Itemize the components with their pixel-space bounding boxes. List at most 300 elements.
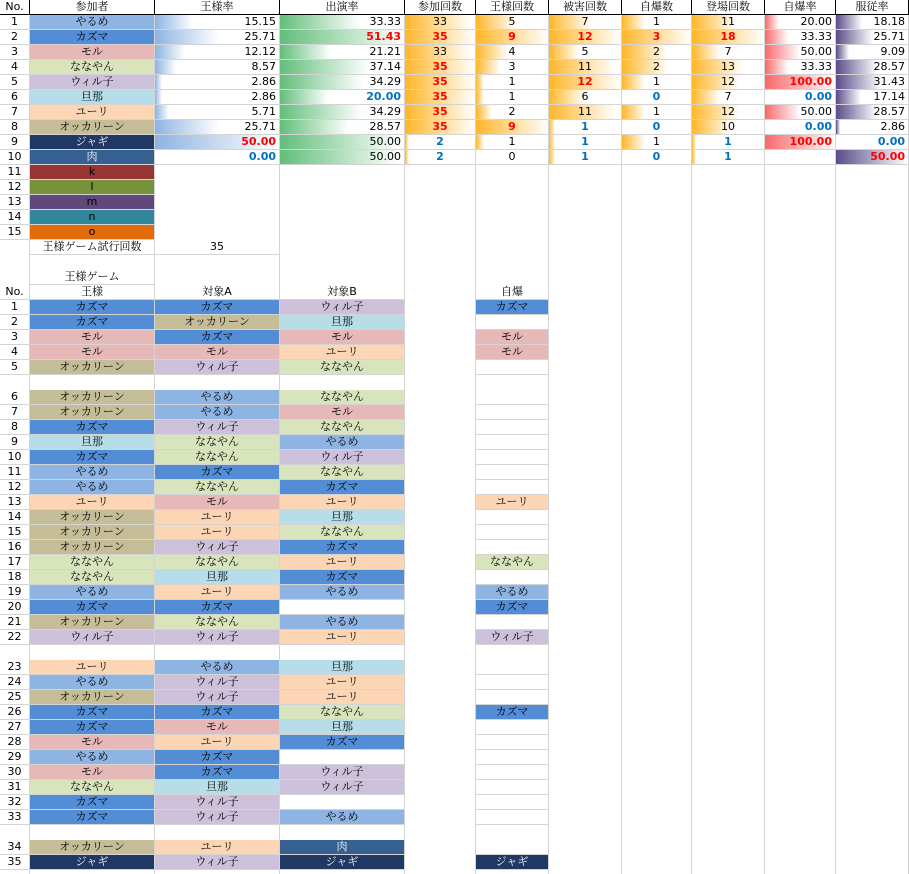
row-number[interactable]: 12 bbox=[0, 180, 30, 195]
round-king[interactable]: モル bbox=[30, 765, 155, 780]
round-king[interactable]: やるめ bbox=[30, 675, 155, 690]
self-destruct-count[interactable]: 1 bbox=[622, 135, 692, 150]
self-destruct-rate[interactable]: 0.00 bbox=[765, 120, 836, 135]
row-number[interactable]: 14 bbox=[0, 210, 30, 225]
appearance-rate[interactable]: 34.29 bbox=[280, 105, 405, 120]
column-header[interactable]: 王様率 bbox=[155, 0, 280, 15]
appearance-rate[interactable]: 28.57 bbox=[280, 120, 405, 135]
round-self-destruct[interactable] bbox=[476, 810, 549, 825]
obedience-rate[interactable]: 28.57 bbox=[836, 105, 909, 120]
round-self-destruct[interactable] bbox=[476, 675, 549, 690]
round-target-b[interactable]: やるめ bbox=[280, 435, 405, 450]
round-self-destruct[interactable]: やるめ bbox=[476, 585, 549, 600]
self-destruct-count[interactable]: 2 bbox=[622, 45, 692, 60]
self-destruct-count[interactable]: 2 bbox=[622, 60, 692, 75]
victim-count[interactable]: 7 bbox=[549, 15, 622, 30]
round-self-destruct[interactable] bbox=[476, 435, 549, 450]
appearance-count[interactable]: 1 bbox=[692, 150, 765, 165]
obedience-rate[interactable]: 50.00 bbox=[836, 150, 909, 165]
participant-name[interactable]: オッカリーン bbox=[30, 120, 155, 135]
round-target-a[interactable]: ユーリ bbox=[155, 585, 280, 600]
round-king[interactable]: オッカリーン bbox=[30, 540, 155, 555]
victim-count[interactable]: 5 bbox=[549, 45, 622, 60]
self-destruct-rate[interactable]: 33.33 bbox=[765, 60, 836, 75]
round-target-b[interactable]: カズマ bbox=[280, 540, 405, 555]
round-king[interactable]: オッカリーン bbox=[30, 840, 155, 855]
round-self-destruct[interactable] bbox=[476, 840, 549, 855]
join-count[interactable]: 35 bbox=[405, 120, 476, 135]
column-header[interactable]: 王様回数 bbox=[476, 0, 549, 15]
round-self-destruct[interactable]: カズマ bbox=[476, 705, 549, 720]
round-self-destruct[interactable] bbox=[476, 480, 549, 495]
self-destruct-rate[interactable]: 50.00 bbox=[765, 105, 836, 120]
round-king[interactable]: オッカリーン bbox=[30, 690, 155, 705]
game-header-self-destruct[interactable]: 自爆 bbox=[476, 285, 549, 300]
round-self-destruct[interactable] bbox=[476, 390, 549, 405]
self-destruct-rate[interactable]: 100.00 bbox=[765, 135, 836, 150]
round-king[interactable]: ななやん bbox=[30, 555, 155, 570]
round-self-destruct[interactable] bbox=[476, 570, 549, 585]
round-self-destruct[interactable] bbox=[476, 780, 549, 795]
round-target-a[interactable]: やるめ bbox=[155, 390, 280, 405]
round-target-b[interactable]: 旦那 bbox=[280, 660, 405, 675]
round-target-a[interactable]: モル bbox=[155, 495, 280, 510]
participant-placeholder[interactable]: o bbox=[30, 225, 155, 240]
round-target-b[interactable] bbox=[280, 795, 405, 810]
round-target-a[interactable]: ななやん bbox=[155, 555, 280, 570]
round-target-a[interactable]: ウィル子 bbox=[155, 855, 280, 870]
row-number[interactable]: 7 bbox=[0, 105, 30, 120]
round-number[interactable]: 29 bbox=[0, 750, 30, 765]
round-number[interactable]: 2 bbox=[0, 315, 30, 330]
king-rate[interactable]: 8.57 bbox=[155, 60, 280, 75]
column-header[interactable]: 自爆率 bbox=[765, 0, 836, 15]
king-count[interactable]: 5 bbox=[476, 15, 549, 30]
participant-name[interactable]: 旦那 bbox=[30, 90, 155, 105]
round-king[interactable]: ジャギ bbox=[30, 855, 155, 870]
appearance-count[interactable]: 11 bbox=[692, 15, 765, 30]
round-number[interactable]: 20 bbox=[0, 600, 30, 615]
appearance-rate[interactable]: 50.00 bbox=[280, 135, 405, 150]
round-number[interactable]: 34 bbox=[0, 840, 30, 855]
round-king[interactable]: モル bbox=[30, 345, 155, 360]
round-king[interactable]: カズマ bbox=[30, 600, 155, 615]
round-target-b[interactable]: モル bbox=[280, 405, 405, 420]
round-self-destruct[interactable] bbox=[476, 660, 549, 675]
round-target-b[interactable]: ななやん bbox=[280, 525, 405, 540]
victim-count[interactable]: 11 bbox=[549, 60, 622, 75]
round-target-a[interactable]: ななやん bbox=[155, 480, 280, 495]
round-number[interactable]: 23 bbox=[0, 660, 30, 675]
round-target-a[interactable]: やるめ bbox=[155, 405, 280, 420]
round-number[interactable]: 12 bbox=[0, 480, 30, 495]
round-king[interactable]: カズマ bbox=[30, 315, 155, 330]
obedience-rate[interactable]: 17.14 bbox=[836, 90, 909, 105]
self-destruct-count[interactable]: 3 bbox=[622, 30, 692, 45]
round-target-b[interactable]: ななやん bbox=[280, 705, 405, 720]
victim-count[interactable]: 1 bbox=[549, 120, 622, 135]
self-destruct-count[interactable]: 0 bbox=[622, 120, 692, 135]
round-target-a[interactable]: やるめ bbox=[155, 660, 280, 675]
round-king[interactable]: やるめ bbox=[30, 465, 155, 480]
obedience-rate[interactable]: 31.43 bbox=[836, 75, 909, 90]
king-count[interactable]: 1 bbox=[476, 75, 549, 90]
round-target-b[interactable] bbox=[280, 750, 405, 765]
round-self-destruct[interactable]: ウィル子 bbox=[476, 630, 549, 645]
round-king[interactable]: ななやん bbox=[30, 570, 155, 585]
round-number[interactable]: 33 bbox=[0, 810, 30, 825]
round-king[interactable]: ユーリ bbox=[30, 495, 155, 510]
round-number[interactable]: 1 bbox=[0, 300, 30, 315]
round-king[interactable]: カズマ bbox=[30, 720, 155, 735]
round-number[interactable]: 6 bbox=[0, 390, 30, 405]
row-number[interactable]: 10 bbox=[0, 150, 30, 165]
round-number[interactable]: 25 bbox=[0, 690, 30, 705]
round-king[interactable]: カズマ bbox=[30, 420, 155, 435]
round-self-destruct[interactable]: カズマ bbox=[476, 600, 549, 615]
round-number[interactable]: 32 bbox=[0, 795, 30, 810]
king-count[interactable]: 2 bbox=[476, 105, 549, 120]
round-target-b[interactable]: ユーリ bbox=[280, 345, 405, 360]
row-number[interactable]: 3 bbox=[0, 45, 30, 60]
appearance-rate[interactable]: 37.14 bbox=[280, 60, 405, 75]
king-rate[interactable]: 2.86 bbox=[155, 90, 280, 105]
round-self-destruct[interactable]: カズマ bbox=[476, 300, 549, 315]
round-target-a[interactable]: モル bbox=[155, 720, 280, 735]
self-destruct-count[interactable]: 1 bbox=[622, 15, 692, 30]
row-number[interactable]: 9 bbox=[0, 135, 30, 150]
king-rate[interactable]: 12.12 bbox=[155, 45, 280, 60]
self-destruct-count[interactable]: 0 bbox=[622, 150, 692, 165]
round-self-destruct[interactable] bbox=[476, 765, 549, 780]
self-destruct-count[interactable]: 0 bbox=[622, 90, 692, 105]
column-header[interactable]: 自爆数 bbox=[622, 0, 692, 15]
round-target-b[interactable]: カズマ bbox=[280, 570, 405, 585]
obedience-rate[interactable]: 9.09 bbox=[836, 45, 909, 60]
join-count[interactable]: 2 bbox=[405, 135, 476, 150]
appearance-rate[interactable]: 20.00 bbox=[280, 90, 405, 105]
round-number[interactable]: 15 bbox=[0, 525, 30, 540]
round-self-destruct[interactable]: ななやん bbox=[476, 555, 549, 570]
victim-count[interactable]: 12 bbox=[549, 75, 622, 90]
self-destruct-rate[interactable]: 100.00 bbox=[765, 75, 836, 90]
join-count[interactable]: 2 bbox=[405, 150, 476, 165]
round-target-b[interactable]: やるめ bbox=[280, 810, 405, 825]
round-king[interactable]: やるめ bbox=[30, 750, 155, 765]
appearance-count[interactable]: 7 bbox=[692, 45, 765, 60]
row-number[interactable]: 4 bbox=[0, 60, 30, 75]
join-count[interactable]: 35 bbox=[405, 60, 476, 75]
column-header[interactable]: 被害回数 bbox=[549, 0, 622, 15]
round-number[interactable]: 9 bbox=[0, 435, 30, 450]
round-target-b[interactable]: ウィル子 bbox=[280, 780, 405, 795]
king-count[interactable]: 1 bbox=[476, 135, 549, 150]
round-target-b[interactable]: やるめ bbox=[280, 615, 405, 630]
round-target-b[interactable]: ななやん bbox=[280, 420, 405, 435]
round-number[interactable]: 24 bbox=[0, 675, 30, 690]
column-header[interactable]: No. bbox=[0, 0, 30, 15]
round-self-destruct[interactable] bbox=[476, 735, 549, 750]
round-self-destruct[interactable] bbox=[476, 795, 549, 810]
round-number[interactable]: 22 bbox=[0, 630, 30, 645]
round-target-b[interactable]: ななやん bbox=[280, 390, 405, 405]
round-number[interactable]: 13 bbox=[0, 495, 30, 510]
round-number[interactable]: 7 bbox=[0, 405, 30, 420]
round-king[interactable]: やるめ bbox=[30, 480, 155, 495]
round-target-a[interactable]: モル bbox=[155, 345, 280, 360]
round-number[interactable]: 30 bbox=[0, 765, 30, 780]
game-header-target-a[interactable]: 対象A bbox=[155, 285, 280, 300]
trial-count-label[interactable]: 王様ゲーム試行回数 bbox=[30, 240, 155, 255]
victim-count[interactable]: 1 bbox=[549, 150, 622, 165]
victim-count[interactable]: 1 bbox=[549, 135, 622, 150]
king-rate[interactable]: 25.71 bbox=[155, 120, 280, 135]
join-count[interactable]: 35 bbox=[405, 90, 476, 105]
round-self-destruct[interactable] bbox=[476, 615, 549, 630]
king-rate[interactable]: 50.00 bbox=[155, 135, 280, 150]
round-target-a[interactable]: 旦那 bbox=[155, 570, 280, 585]
round-king[interactable]: カズマ bbox=[30, 795, 155, 810]
obedience-rate[interactable]: 0.00 bbox=[836, 135, 909, 150]
round-target-a[interactable]: ななやん bbox=[155, 450, 280, 465]
round-king[interactable]: カズマ bbox=[30, 810, 155, 825]
round-king[interactable]: オッカリーン bbox=[30, 360, 155, 375]
round-self-destruct[interactable]: ジャギ bbox=[476, 855, 549, 870]
round-self-destruct[interactable]: モル bbox=[476, 330, 549, 345]
round-target-b[interactable]: ユーリ bbox=[280, 630, 405, 645]
column-header[interactable]: 参加者 bbox=[30, 0, 155, 15]
round-king[interactable]: カズマ bbox=[30, 705, 155, 720]
round-target-b[interactable] bbox=[280, 600, 405, 615]
participant-placeholder[interactable]: m bbox=[30, 195, 155, 210]
round-number[interactable]: 19 bbox=[0, 585, 30, 600]
game-header-target-b[interactable]: 対象B bbox=[280, 285, 405, 300]
round-number[interactable]: 35 bbox=[0, 855, 30, 870]
round-number[interactable]: 5 bbox=[0, 360, 30, 375]
round-target-a[interactable]: ユーリ bbox=[155, 735, 280, 750]
round-self-destruct[interactable] bbox=[476, 360, 549, 375]
round-target-b[interactable]: ユーリ bbox=[280, 690, 405, 705]
round-target-a[interactable]: ウィル子 bbox=[155, 795, 280, 810]
round-number[interactable]: 27 bbox=[0, 720, 30, 735]
round-target-a[interactable]: ユーリ bbox=[155, 840, 280, 855]
round-target-a[interactable]: カズマ bbox=[155, 330, 280, 345]
round-target-a[interactable]: ウィル子 bbox=[155, 420, 280, 435]
self-destruct-count[interactable]: 1 bbox=[622, 75, 692, 90]
round-number[interactable]: 31 bbox=[0, 780, 30, 795]
column-header[interactable]: 参加回数 bbox=[405, 0, 476, 15]
game-section-title[interactable]: 王様ゲーム bbox=[30, 270, 155, 285]
round-self-destruct[interactable] bbox=[476, 720, 549, 735]
row-number[interactable]: 13 bbox=[0, 195, 30, 210]
round-number[interactable]: 3 bbox=[0, 330, 30, 345]
participant-placeholder[interactable]: n bbox=[30, 210, 155, 225]
round-king[interactable]: ユーリ bbox=[30, 660, 155, 675]
self-destruct-rate[interactable] bbox=[765, 150, 836, 165]
round-self-destruct[interactable] bbox=[476, 405, 549, 420]
round-number[interactable]: 16 bbox=[0, 540, 30, 555]
round-number[interactable]: 11 bbox=[0, 465, 30, 480]
join-count[interactable]: 35 bbox=[405, 75, 476, 90]
round-target-a[interactable]: カズマ bbox=[155, 300, 280, 315]
round-target-a[interactable]: カズマ bbox=[155, 705, 280, 720]
obedience-rate[interactable]: 25.71 bbox=[836, 30, 909, 45]
participant-name[interactable]: カズマ bbox=[30, 30, 155, 45]
round-target-a[interactable]: ウィル子 bbox=[155, 690, 280, 705]
join-count[interactable]: 33 bbox=[405, 15, 476, 30]
round-self-destruct[interactable] bbox=[476, 525, 549, 540]
round-target-a[interactable]: ウィル子 bbox=[155, 675, 280, 690]
round-target-a[interactable]: ウィル子 bbox=[155, 360, 280, 375]
round-king[interactable]: オッカリーン bbox=[30, 615, 155, 630]
round-target-b[interactable]: 肉 bbox=[280, 840, 405, 855]
participant-name[interactable]: 肉 bbox=[30, 150, 155, 165]
row-number[interactable]: 2 bbox=[0, 30, 30, 45]
appearance-rate[interactable]: 21.21 bbox=[280, 45, 405, 60]
round-number[interactable]: 26 bbox=[0, 705, 30, 720]
round-self-destruct[interactable]: モル bbox=[476, 345, 549, 360]
king-count[interactable]: 9 bbox=[476, 120, 549, 135]
appearance-count[interactable]: 7 bbox=[692, 90, 765, 105]
join-count[interactable]: 35 bbox=[405, 105, 476, 120]
round-target-a[interactable]: カズマ bbox=[155, 765, 280, 780]
round-king[interactable]: ななやん bbox=[30, 780, 155, 795]
row-number[interactable]: 11 bbox=[0, 165, 30, 180]
round-target-a[interactable]: ななやん bbox=[155, 615, 280, 630]
round-self-destruct[interactable] bbox=[476, 540, 549, 555]
row-number[interactable]: 6 bbox=[0, 90, 30, 105]
round-target-b[interactable]: ウィル子 bbox=[280, 450, 405, 465]
appearance-count[interactable]: 12 bbox=[692, 105, 765, 120]
round-target-a[interactable]: オッカリーン bbox=[155, 315, 280, 330]
round-target-b[interactable]: ユーリ bbox=[280, 675, 405, 690]
round-target-b[interactable]: 旦那 bbox=[280, 315, 405, 330]
round-target-a[interactable]: カズマ bbox=[155, 465, 280, 480]
king-count[interactable]: 3 bbox=[476, 60, 549, 75]
self-destruct-rate[interactable]: 0.00 bbox=[765, 90, 836, 105]
round-king[interactable]: ウィル子 bbox=[30, 630, 155, 645]
self-destruct-rate[interactable]: 20.00 bbox=[765, 15, 836, 30]
round-self-destruct[interactable] bbox=[476, 450, 549, 465]
row-number[interactable]: 8 bbox=[0, 120, 30, 135]
participant-name[interactable]: ウィル子 bbox=[30, 75, 155, 90]
game-header-no[interactable]: No. bbox=[0, 285, 30, 300]
round-king[interactable]: オッカリーン bbox=[30, 390, 155, 405]
round-self-destruct[interactable] bbox=[476, 750, 549, 765]
round-target-a[interactable]: ウィル子 bbox=[155, 810, 280, 825]
victim-count[interactable]: 12 bbox=[549, 30, 622, 45]
round-target-b[interactable]: ウィル子 bbox=[280, 300, 405, 315]
row-number[interactable]: 5 bbox=[0, 75, 30, 90]
round-number[interactable]: 4 bbox=[0, 345, 30, 360]
king-count[interactable]: 1 bbox=[476, 90, 549, 105]
round-target-b[interactable]: ユーリ bbox=[280, 495, 405, 510]
round-number[interactable]: 14 bbox=[0, 510, 30, 525]
appearance-count[interactable]: 18 bbox=[692, 30, 765, 45]
round-target-a[interactable]: ユーリ bbox=[155, 525, 280, 540]
obedience-rate[interactable]: 28.57 bbox=[836, 60, 909, 75]
self-destruct-rate[interactable]: 50.00 bbox=[765, 45, 836, 60]
join-count[interactable]: 33 bbox=[405, 45, 476, 60]
round-target-b[interactable]: ジャギ bbox=[280, 855, 405, 870]
row-number[interactable]: 1 bbox=[0, 15, 30, 30]
round-target-a[interactable]: ユーリ bbox=[155, 510, 280, 525]
round-number[interactable]: 8 bbox=[0, 420, 30, 435]
round-king[interactable]: オッカリーン bbox=[30, 525, 155, 540]
king-count[interactable]: 4 bbox=[476, 45, 549, 60]
round-number[interactable]: 17 bbox=[0, 555, 30, 570]
column-header[interactable]: 登場回数 bbox=[692, 0, 765, 15]
victim-count[interactable]: 6 bbox=[549, 90, 622, 105]
king-rate[interactable]: 0.00 bbox=[155, 150, 280, 165]
row-number[interactable]: 15 bbox=[0, 225, 30, 240]
round-target-b[interactable]: ウィル子 bbox=[280, 765, 405, 780]
round-number[interactable]: 18 bbox=[0, 570, 30, 585]
round-target-b[interactable]: ユーリ bbox=[280, 555, 405, 570]
round-king[interactable]: モル bbox=[30, 330, 155, 345]
round-target-b[interactable]: 旦那 bbox=[280, 510, 405, 525]
appearance-count[interactable]: 13 bbox=[692, 60, 765, 75]
round-target-a[interactable]: ウィル子 bbox=[155, 540, 280, 555]
round-number[interactable]: 28 bbox=[0, 735, 30, 750]
round-king[interactable]: オッカリーン bbox=[30, 510, 155, 525]
round-king[interactable]: 旦那 bbox=[30, 435, 155, 450]
round-self-destruct[interactable]: ユーリ bbox=[476, 495, 549, 510]
appearance-count[interactable]: 1 bbox=[692, 135, 765, 150]
appearance-rate[interactable]: 33.33 bbox=[280, 15, 405, 30]
round-number[interactable]: 21 bbox=[0, 615, 30, 630]
round-target-b[interactable]: やるめ bbox=[280, 585, 405, 600]
round-self-destruct[interactable] bbox=[476, 510, 549, 525]
round-target-b[interactable]: モル bbox=[280, 330, 405, 345]
participant-placeholder[interactable]: k bbox=[30, 165, 155, 180]
round-number[interactable]: 10 bbox=[0, 450, 30, 465]
round-self-destruct[interactable] bbox=[476, 465, 549, 480]
king-rate[interactable]: 5.71 bbox=[155, 105, 280, 120]
round-self-destruct[interactable] bbox=[476, 690, 549, 705]
appearance-count[interactable]: 12 bbox=[692, 75, 765, 90]
appearance-rate[interactable]: 50.00 bbox=[280, 150, 405, 165]
round-self-destruct[interactable] bbox=[476, 420, 549, 435]
round-target-a[interactable]: ウィル子 bbox=[155, 630, 280, 645]
obedience-rate[interactable]: 18.18 bbox=[836, 15, 909, 30]
round-target-b[interactable]: ななやん bbox=[280, 360, 405, 375]
king-count[interactable]: 0 bbox=[476, 150, 549, 165]
victim-count[interactable]: 11 bbox=[549, 105, 622, 120]
round-target-a[interactable]: ななやん bbox=[155, 435, 280, 450]
round-target-b[interactable]: ななやん bbox=[280, 465, 405, 480]
participant-placeholder[interactable]: l bbox=[30, 180, 155, 195]
round-target-a[interactable]: カズマ bbox=[155, 600, 280, 615]
game-header-king[interactable]: 王様 bbox=[30, 285, 155, 300]
king-rate[interactable]: 15.15 bbox=[155, 15, 280, 30]
round-king[interactable]: カズマ bbox=[30, 450, 155, 465]
king-count[interactable]: 9 bbox=[476, 30, 549, 45]
participant-name[interactable]: ジャギ bbox=[30, 135, 155, 150]
round-king[interactable]: オッカリーン bbox=[30, 405, 155, 420]
round-self-destruct[interactable] bbox=[476, 315, 549, 330]
appearance-count[interactable]: 10 bbox=[692, 120, 765, 135]
king-rate[interactable]: 2.86 bbox=[155, 75, 280, 90]
round-king[interactable]: モル bbox=[30, 735, 155, 750]
trial-count-value[interactable]: 35 bbox=[155, 240, 280, 255]
round-king[interactable]: カズマ bbox=[30, 300, 155, 315]
appearance-rate[interactable]: 51.43 bbox=[280, 30, 405, 45]
round-target-b[interactable]: カズマ bbox=[280, 735, 405, 750]
round-king[interactable]: やるめ bbox=[30, 585, 155, 600]
participant-name[interactable]: モル bbox=[30, 45, 155, 60]
round-target-a[interactable]: カズマ bbox=[155, 750, 280, 765]
